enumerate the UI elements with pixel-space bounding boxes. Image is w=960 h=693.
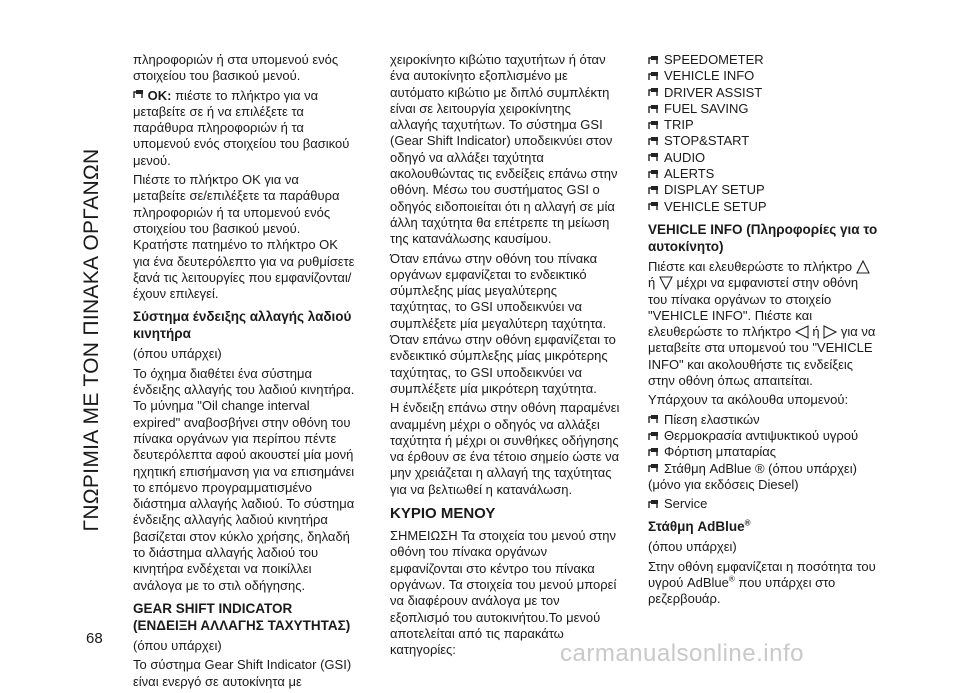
up-arrow-icon [856, 260, 870, 274]
availability-note: (όπου υπάρχει) [648, 539, 737, 555]
column-3 [648, 52, 878, 611]
menu-bullet-icon [648, 104, 659, 115]
list-item: STOP&START [648, 133, 878, 149]
heading-main-menu: ΚΥΡΙΟ ΜΕΝΟΥ [390, 505, 496, 523]
paragraph: πληροφοριών ή στα υπομενού ενός στοιχείου του βασικού μενού. [133, 52, 339, 84]
menu-list [648, 52, 878, 215]
list-item: TRIP [648, 117, 878, 133]
availability-note: (όπου υπάρχει) [133, 637, 222, 653]
chapter-side-title [52, 52, 132, 628]
list-item: SPEEDOMETER [648, 52, 878, 68]
ok-text: πιέστε το πλήκτρο για να μεταβείτε σε ή να επιλέξετε τα παράθυρα πληροφοριών ή τα υπομενού ενός στοιχείου του βασικού μενού. [133, 87, 350, 168]
menu-bullet-icon [133, 89, 144, 100]
paragraph: ΣΗΜΕΙΩΣΗ Τα στοιχεία του μενού στην οθόνη του πίνακα οργάνων εμφανίζονται στο κέντρο του πίνακα οργάνων. Τα στοιχεία του μενού μπορεί να διαφέρουν ανάλογα με τον εξοπλισμό του αυτοκινήτου.Το μενού αποτελείται από τις παρακάτω κατηγορίες: [390, 528, 617, 658]
adblue-paragraph: Στην οθόνη εμφανίζεται η ποσότητα του υγρού AdBlue® που υπάρχει στο ρεζερβουάρ. [648, 558, 876, 607]
menu-bullet-icon [648, 71, 659, 82]
heading-adblue: Στάθμη AdBlue® [648, 518, 751, 535]
down-arrow-icon [659, 276, 673, 290]
watermark: carmanualsonline.info [560, 640, 804, 667]
menu-bullet-icon [648, 431, 659, 442]
paragraph: χειροκίνητο κιβώτιο ταχυτήτων ή όταν ένα αυτοκίνητο εξοπλισμένο με αυτόματο κιβώτιο με διπλό συμπλέκτη είναι σε λειτουργία χειροκίνητης αλλαγής ταχυτήτων. Το σύστημα GSI (Gear Shift Indicator) υποδεικνύει στον οδηγό να αλλάξει ταχύτητα ακολουθώντας τις ενδείξεις επάνω στην οθόνη. Μέσω του συστήματος GSI ο οδηγός ειδοποιείται ότι η αλλαγή σε μία άλλη ταχύτητα θα επέτρεπε τη μείωση της κατανάλωσης καυσίμου. [390, 52, 618, 247]
list-item: DISPLAY SETUP [648, 182, 878, 198]
right-arrow-icon [823, 325, 837, 339]
paragraph: Πιέστε το πλήκτρο OK για να μεταβείτε σε/επιλέξετε τα παράθυρα πληροφοριών ή τα υπομενού ενός στοιχείου του βασικού μενού. Κρατήστε πατημένο το πλήκτρο OK για ένα δευτερόλεπτο για να ρυθμίσετε ξανά τις λειτουργίες που εμφανίζονται/έχουν επιλεγεί. [133, 172, 355, 302]
menu-bullet-icon [648, 201, 659, 212]
chapter-title-text: ΓΝΩΡΙΜΙΑ ΜΕ ΤΟΝ ΠΙΝΑΚΑ ΟΡΓΑΝΩΝ [80, 148, 103, 532]
menu-bullet-icon [648, 414, 659, 425]
list-item: VEHICLE INFO [648, 68, 878, 84]
page-number: 68 [86, 630, 103, 647]
column-2 [390, 52, 620, 661]
availability-note: (όπου υπάρχει) [133, 346, 222, 362]
diesel-note: (μόνο για εκδόσεις Diesel) [648, 476, 799, 492]
menu-bullet-icon [648, 185, 659, 196]
column-1 [133, 52, 355, 693]
list-item: VEHICLE SETUP [648, 199, 878, 215]
menu-bullet-icon [648, 169, 659, 180]
list-item: ALERTS [648, 166, 878, 182]
heading-oil-change: Σύστημα ένδειξης αλλαγής λαδιού κινητήρα [133, 309, 352, 342]
paragraph: Η ένδειξη επάνω στην οθόνη παραμένει αναμμένη μέχρι ο οδηγός να αλλάξει ταχύτητα ή μέχρι οι συνθήκες οδήγησης να έρθουν σε ένα τέτοιο σημείο ώστε να μην χρειάζεται η αλλαγή της ταχύτητας για να βελτιωθεί η κατανάλωση. [390, 400, 620, 497]
heading-vehicle-info: VEHICLE INFO (Πληροφορίες για το αυτοκίνητο) [648, 221, 878, 254]
list-item: AUDIO [648, 150, 878, 166]
vehicle-info-paragraph: Πιέστε και ελευθερώστε το πλήκτρο ή μέχρι να εμφανιστεί στην οθόνη του πίνακα οργάνων το στοιχείο "VEHICLE INFO". Πιέστε και ελευθερώστε το πλήκτρο ή για να μεταβείτε στα υπομενού του "VEHICLE INFO" και ακολουθήστε τις ενδείξεις στην οθόνη όπως απαιτείται. [648, 258, 876, 389]
paragraph: Όταν επάνω στην οθόνη του πίνακα οργάνων εμφανίζεται το ενδεικτικό σύμπλεξης μίας μεγαλύτερης ταχύτητας, το GSI υποδεικνύει να συμπλέξετε μία μεγαλύτερη ταχύτητα. Όταν επάνω στην οθόνη εμφανίζεται το ενδεικτικό σύμπλεξης μίας μικρότερης ταχύτητας, το GSI υποδεικνύει να συμπλέξετε μία μικρότερη ταχύτητα. [390, 250, 616, 396]
list-item: Στάθμη AdBlue ® (όπου υπάρχει) [648, 461, 878, 477]
menu-bullet-icon [648, 447, 659, 458]
menu-bullet-icon [648, 463, 659, 474]
list-item: Φόρτιση μπαταρίας [648, 444, 878, 460]
menu-bullet-icon [648, 152, 659, 163]
list-item: Service [648, 496, 878, 512]
menu-bullet-icon [648, 87, 659, 98]
left-arrow-icon [795, 325, 809, 339]
menu-bullet-icon [648, 136, 659, 147]
list-item: FUEL SAVING [648, 101, 878, 117]
ok-label: OK: [147, 87, 172, 103]
paragraph: Το όχημα διαθέτει ένα σύστημα ένδειξης αλλαγής του λαδιού κινητήρα. Το μύνημα "Oil change interval expired" αναβοσβήνει στην οθόνη του πίνακα οργάνων για περίπου πέντε δευτερόλεπτα αφού ακουστεί μία μονή ηχητική επισήμανση για να επισημάνει το επόμενο προγραμματισμένο διάστημα αλλαγής λαδιού. Το σύστημα ένδειξης αλλαγής λαδιού κινητήρα βασίζεται στον κύκλο χρήσης, δηλαδή το διάστημα αλλαγής λαδιού του κινητήρα ενδέχεται να ποικίλλει ανάλογα με το στιλ οδήγησης. [133, 365, 355, 593]
heading-gsi: GEAR SHIFT INDICATOR (ΕΝΔΕΙΞΗ ΑΛΛΑΓΗΣ ΤΑΧΥΤΗΤΑΣ) [133, 600, 351, 633]
submenu-intro: Υπάρχουν τα ακόλουθα υπομενού: [648, 392, 849, 408]
submenu-list [648, 412, 878, 513]
paragraph: Το σύστημα Gear Shift Indicator (GSI) είναι ενεργό σε αυτοκίνητα με [133, 657, 352, 689]
menu-bullet-icon [648, 55, 659, 66]
menu-bullet-icon [648, 499, 659, 510]
list-item: Θερμοκρασία αντιψυκτικού υγρού [648, 428, 878, 444]
ok-paragraph [133, 88, 355, 169]
list-item: Πίεση ελαστικών [648, 412, 878, 428]
menu-bullet-icon [648, 120, 659, 131]
list-item: DRIVER ASSIST [648, 85, 878, 101]
